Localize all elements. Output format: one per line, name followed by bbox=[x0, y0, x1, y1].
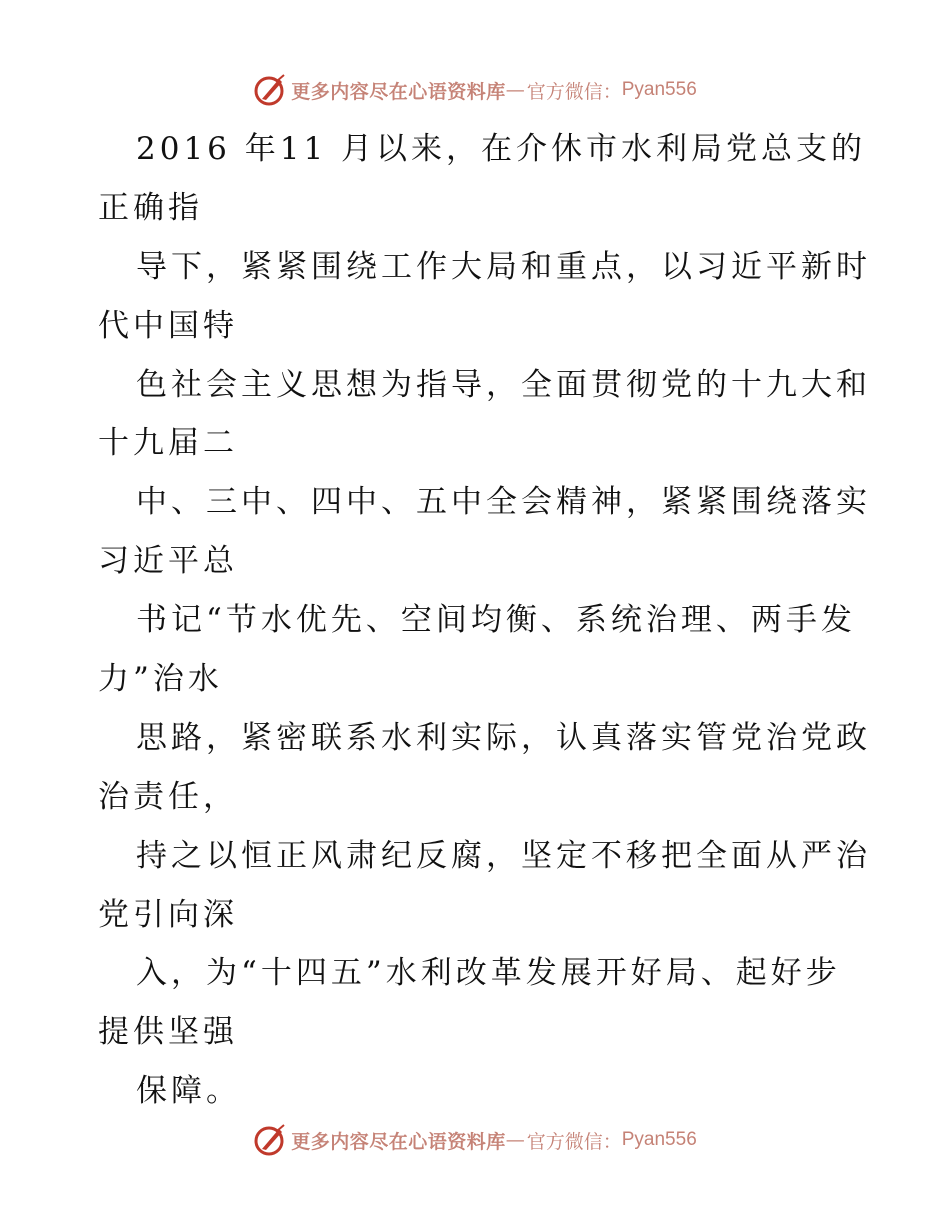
text-line: 中、三中、四中、五中全会精神，紧紧围绕落实 bbox=[136, 484, 871, 521]
banner-separator: — bbox=[505, 79, 525, 101]
text-line: 2016 年11 月以来，在介休市水利局党总支的 bbox=[136, 131, 867, 167]
text-line: 思路，紧密联系水利实际，认真落实管党治党政 bbox=[136, 719, 871, 756]
text-line: 色社会主义思想为指导，全面贯彻党的十九大和 bbox=[136, 366, 871, 403]
text-line: 书记“节水优先、空间均衡、系统治理、两手发 bbox=[136, 602, 856, 639]
banner-wechat-id: Pyan556 bbox=[621, 1129, 697, 1150]
banner-official-label: 官方微信： bbox=[526, 80, 622, 103]
text-line: 正确指 bbox=[98, 189, 203, 226]
text-line: 十九届二 bbox=[98, 425, 238, 462]
text-line: 治责任， bbox=[98, 778, 238, 815]
header-watermark-banner bbox=[0, 72, 950, 108]
text-line: 持之以恒正风肃纪反腐，坚定不移把全面从严治 bbox=[136, 837, 871, 874]
text-line: 保障。 bbox=[136, 1073, 241, 1110]
banner-brand-text: 更多内容尽在心语资料库 bbox=[291, 1130, 506, 1153]
text-line: 党引向深 bbox=[98, 896, 238, 933]
text-line: 提供坚强 bbox=[98, 1014, 238, 1051]
text-line: 习近平总 bbox=[98, 543, 238, 580]
text-line: 代中国特 bbox=[98, 307, 238, 344]
document-body bbox=[98, 120, 888, 1121]
text-line: 入，为“十四五”水利改革发展开好局、起好步 bbox=[136, 955, 841, 992]
feather-pen-logo-icon bbox=[253, 73, 287, 107]
text-line: 导下，紧紧围绕工作大局和重点，以习近平新时 bbox=[136, 248, 871, 285]
text-line: 力”治水 bbox=[98, 661, 223, 698]
banner-official-label: 官方微信： bbox=[526, 1130, 622, 1153]
feather-pen-logo-icon bbox=[253, 1123, 287, 1157]
footer-watermark-banner bbox=[0, 1122, 950, 1158]
banner-brand-text: 更多内容尽在心语资料库 bbox=[291, 80, 506, 103]
banner-separator: — bbox=[505, 1129, 525, 1151]
banner-wechat-id: Pyan556 bbox=[621, 79, 697, 100]
